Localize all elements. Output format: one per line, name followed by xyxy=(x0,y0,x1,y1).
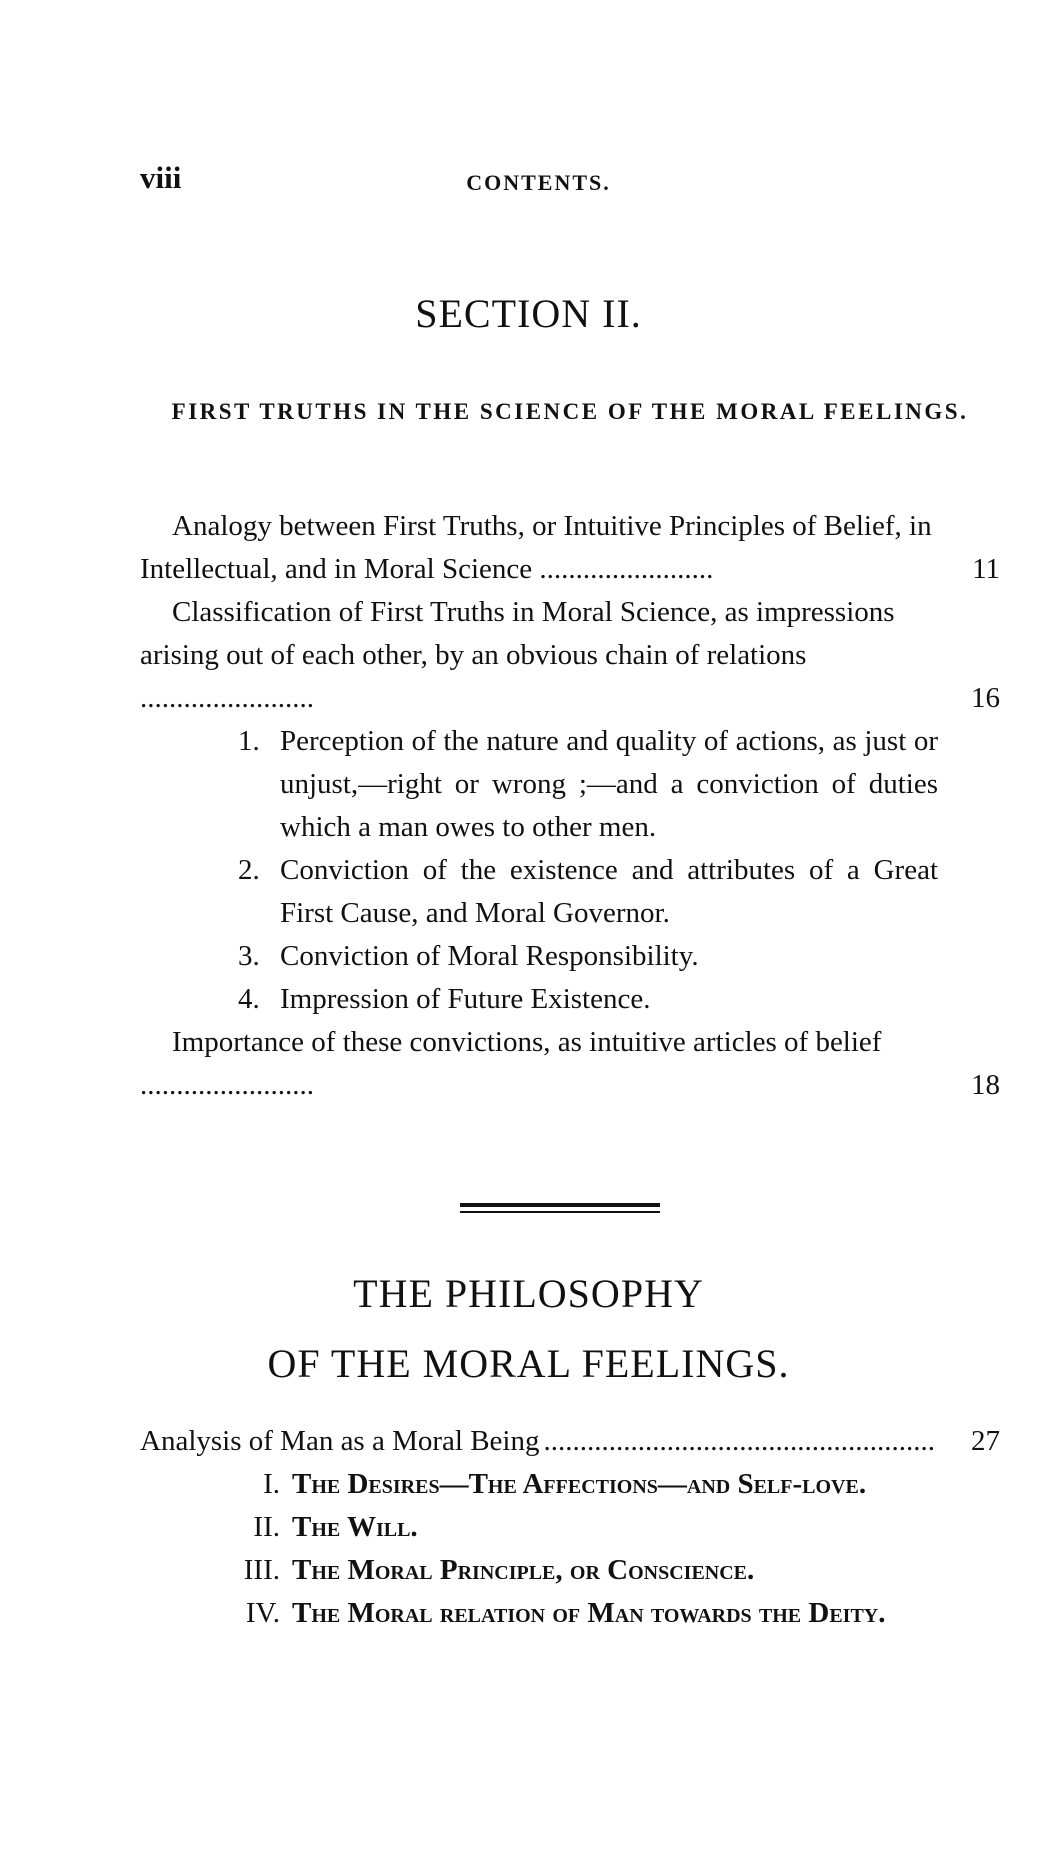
item-number: II. xyxy=(253,1511,280,1543)
contents-list xyxy=(140,1420,1000,1635)
toc-entry-page: 16 xyxy=(971,682,1000,714)
list-item xyxy=(210,1592,1000,1635)
double-rule xyxy=(460,1211,660,1213)
toc-entry xyxy=(140,1021,1000,1107)
item-text: Perception of the nature and quality of actions, as just or unjust,—right or wrong ;—and a conviction of duties which a man owes to other men. xyxy=(280,725,938,843)
list-item xyxy=(210,1549,1000,1592)
item-text: The Will. xyxy=(292,1511,418,1543)
page-header xyxy=(140,160,997,200)
page-number: viii xyxy=(140,160,182,195)
dot-leader: ........................ xyxy=(140,682,314,714)
toc-entry xyxy=(140,505,1000,591)
item-text: Conviction of the existence and attributes of a Great First Cause, and Moral Governor. xyxy=(280,854,938,929)
dot-leader: ........................ xyxy=(539,553,714,585)
toc-entry-page: 18 xyxy=(971,1069,1000,1101)
item-number: 1. xyxy=(238,725,260,757)
item-text: The Moral relation of Man towards the Deity. xyxy=(292,1597,886,1629)
item-number: III. xyxy=(243,1554,280,1586)
item-number: IV. xyxy=(245,1597,280,1629)
item-number: 3. xyxy=(238,940,260,972)
part-title: THE PHILOSOPHY xyxy=(353,1271,704,1316)
list-item xyxy=(210,1506,1000,1549)
list-item xyxy=(238,849,938,935)
item-text: Conviction of Moral Responsibility. xyxy=(280,940,699,972)
list-item xyxy=(210,1463,1000,1506)
toc-entry xyxy=(140,591,1000,720)
section-title: SECTION II. xyxy=(415,291,642,336)
toc-entry-page: 11 xyxy=(972,553,1000,585)
item-number: I. xyxy=(263,1468,280,1500)
sub-item-list xyxy=(238,720,938,1021)
toc-entry-page: 27 xyxy=(971,1425,1000,1457)
item-text: The Desires—The Affections—and Self-love. xyxy=(292,1468,867,1500)
dot-leader xyxy=(544,1420,937,1463)
list-item xyxy=(238,720,938,849)
item-number: 4. xyxy=(238,983,260,1015)
item-number: 2. xyxy=(238,854,260,886)
item-text: Impression of Future Existence. xyxy=(280,983,651,1015)
toc-entry-text: Analysis of Man as a Moral Being xyxy=(140,1425,540,1457)
item-text: The Moral Principle, or Conscience. xyxy=(292,1554,755,1586)
toc-entry-text: Classification of First Truths in Moral Science, as impressions arising out of each other, by an obvious chain of relations ........................ xyxy=(140,596,895,714)
double-rule xyxy=(460,1203,660,1207)
list-item xyxy=(238,935,938,978)
toc-entry xyxy=(140,1420,1000,1463)
toc-entry-text: Analogy between First Truths, or Intuitive Principles of Belief, in Intellectual, and in Moral Science ........................ xyxy=(140,510,932,585)
contents-list xyxy=(140,505,1000,1107)
toc-entry-text: Importance of these convictions, as intuitive articles of belief ........................ xyxy=(140,1026,882,1101)
section-subtitle: FIRST TRUTHS IN THE SCIENCE OF THE MORAL FEELINGS. xyxy=(171,399,969,424)
dot-leader: ........................ xyxy=(140,1069,314,1101)
running-head: CONTENTS. xyxy=(466,170,611,195)
part-title: OF THE MORAL FEELINGS. xyxy=(267,1341,790,1386)
list-item xyxy=(238,978,938,1021)
